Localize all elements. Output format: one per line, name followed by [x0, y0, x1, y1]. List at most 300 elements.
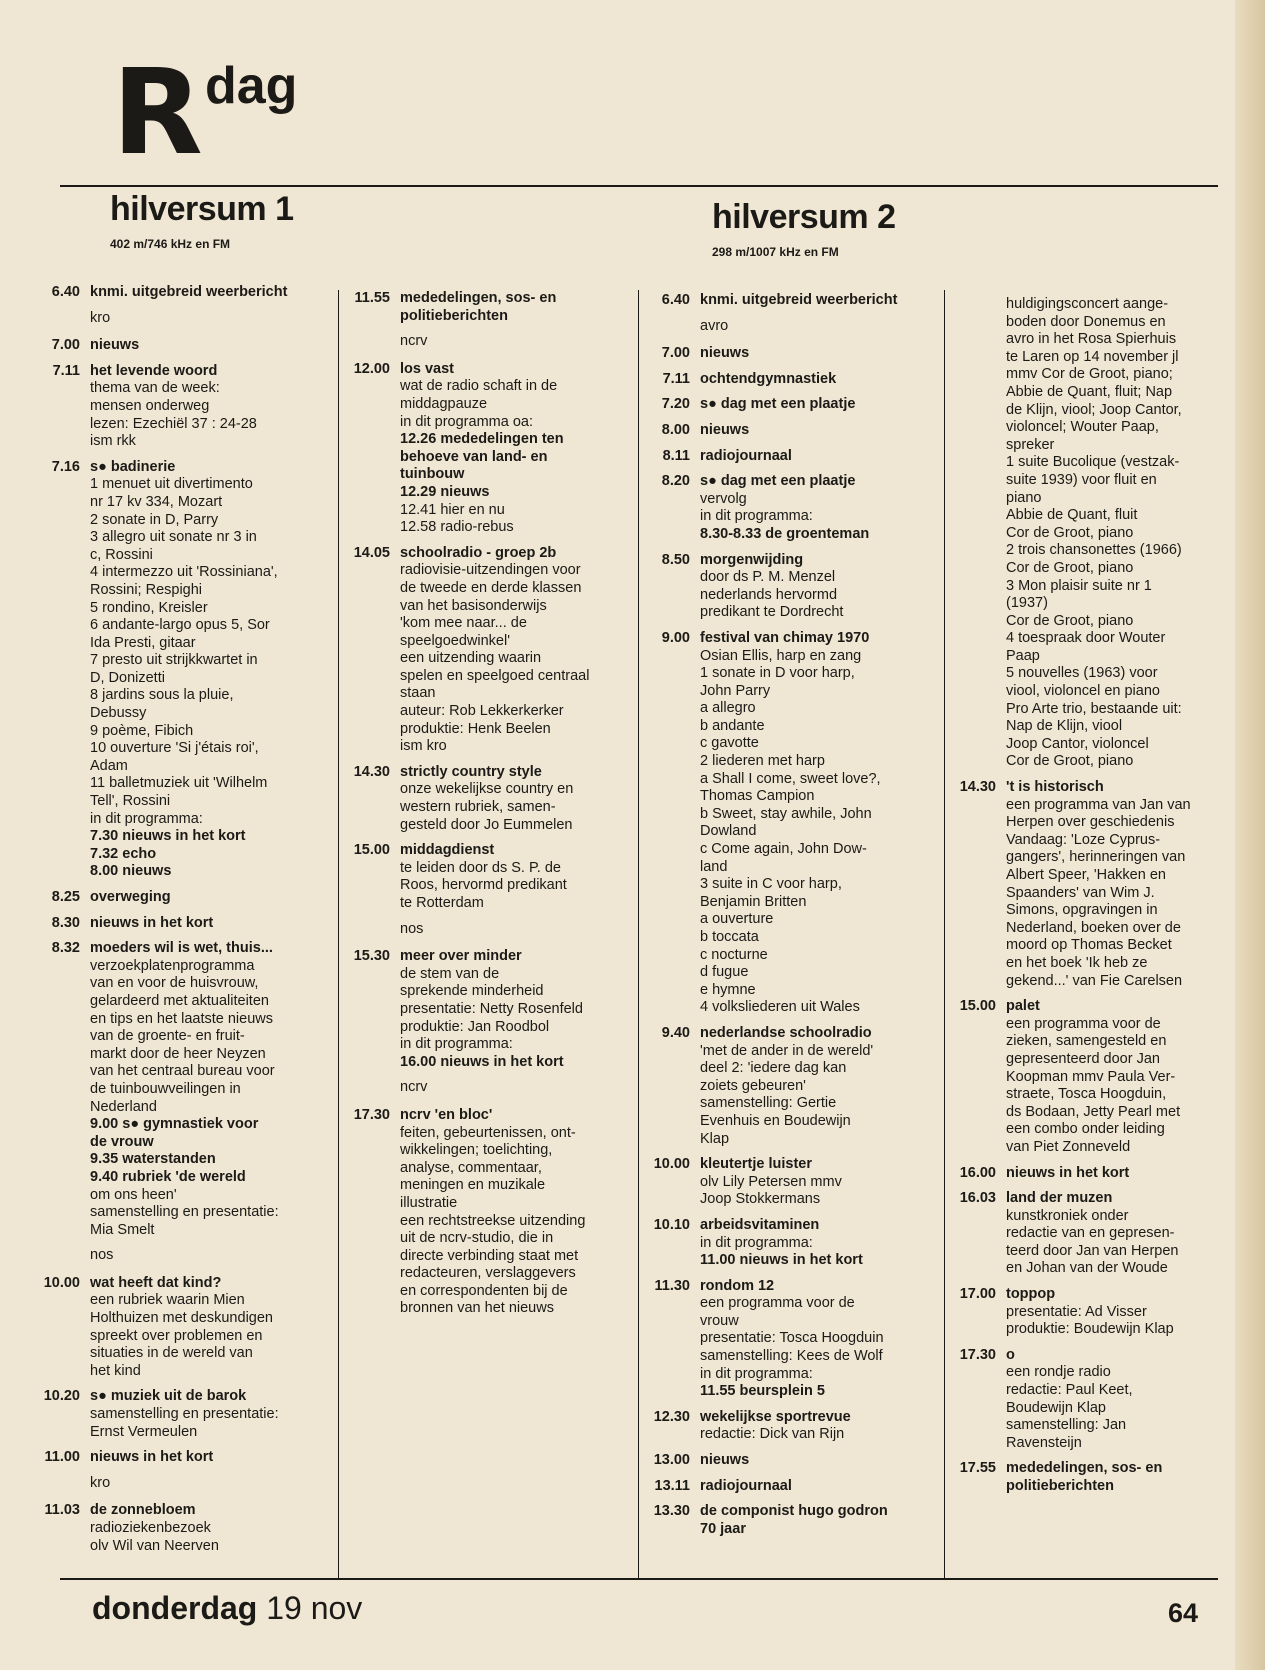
program-item [338, 361, 634, 537]
program-title: de zonnebloem [90, 1502, 196, 1519]
program-detail-line: produktie: Henk Beelen [400, 720, 551, 737]
program-time: 16.03 [959, 1190, 996, 1207]
program-detail-line: auteur: Rob Lekkerkerker [400, 703, 564, 720]
program-title: s● dag met een plaatje [700, 396, 856, 413]
program-time: 12.30 [653, 1408, 690, 1425]
program-detail-line: de tweede en derde klassen [400, 579, 582, 596]
program-time: 8.00 [661, 421, 690, 438]
program-detail-line: Osian Ellis, harp en zang [700, 647, 862, 664]
program-item [28, 337, 334, 355]
program-detail-line: Joop Cantor, violoncel [1006, 735, 1149, 752]
program-detail-line: 11 balletmuziek uit 'Wilhelm [90, 775, 268, 792]
program-item [28, 1388, 334, 1441]
program-detail-line: meningen en muzikale [400, 1177, 546, 1194]
program-detail-line: 2 trois chansonettes (1966) [1006, 542, 1182, 559]
program-detail-line: samenstelling en presentatie: [90, 1406, 279, 1423]
program-detail-line: lezen: Ezechiël 37 : 24-28 [90, 415, 257, 432]
program-detail-line: in dit programma: [700, 1365, 813, 1382]
program-time: 7.00 [661, 345, 690, 362]
program-detail-line: te Rotterdam [400, 895, 484, 911]
program-title: s● dag met een plaatje [700, 473, 856, 490]
program-detail-line: b andante [700, 717, 765, 734]
program-title: schoolradio - groep 2b [400, 544, 557, 561]
program-detail-line: van het basisonderwijs [400, 597, 547, 614]
program-title: nieuws [90, 337, 140, 354]
program-detail-line: 10 ouverture 'Si j'étais roi', [90, 740, 259, 757]
program-time: 8.11 [662, 447, 690, 464]
broadcaster-tag: kro [90, 1474, 111, 1491]
program-detail-line: avro in het Rosa Spierhuis [1006, 331, 1177, 348]
program-item [338, 948, 634, 1071]
footer-weekday: donderdag [92, 1590, 258, 1626]
broadcaster-tag: nos [400, 920, 424, 937]
program-title: mededelingen, sos- en [400, 290, 557, 306]
program-item [944, 779, 1228, 990]
program-time: 11.00 [44, 1449, 80, 1466]
program-detail-line: Herpen over geschiedenis [1006, 814, 1175, 831]
program-time: 15.00 [353, 842, 390, 859]
program-detail-line: in dit programma: [700, 508, 813, 525]
program-detail-line: mensen onderweg [90, 397, 210, 414]
program-detail-line: viool, violoncel en piano [1006, 683, 1160, 700]
program-detail-line: uit de ncrv-studio, die in [400, 1230, 554, 1247]
program-item [638, 1452, 940, 1470]
program-detail-line: in dit programma oa: [400, 413, 533, 430]
program-time: 7.20 [661, 396, 690, 413]
program-time: 7.00 [51, 337, 80, 354]
program-detail-line: en Johan van der Woude [1006, 1260, 1168, 1277]
program-detail-line: een programma van Jan van [1006, 796, 1191, 813]
program-detail-line: moord op Thomas Becket [1006, 937, 1172, 954]
program-title: knmi. uitgebreid weerbericht [700, 292, 898, 308]
program-title: s● muziek uit de barok [90, 1388, 247, 1405]
station-frequency: 298 m/1007 kHz en FM [712, 245, 839, 259]
program-detail-line: samenstelling: Gertie [700, 1095, 837, 1112]
program-title: s● badinerie [90, 458, 176, 475]
program-item [944, 296, 1228, 771]
program-detail-line: spreker [1006, 436, 1055, 453]
program-item [638, 1156, 940, 1209]
program-time: 13.00 [653, 1452, 690, 1469]
program-detail-line: ism rkk [90, 433, 136, 450]
program-detail-line: 'kom mee naar... de [400, 615, 527, 632]
program-detail-line: b toccata [700, 929, 759, 945]
logo-word: dag [205, 57, 298, 115]
program-detail-line: Ernst Vermeulen [90, 1423, 198, 1440]
program-time: 11.03 [44, 1502, 80, 1519]
program-time: 15.30 [353, 948, 390, 965]
program-detail-line: om ons heen' [90, 1186, 177, 1203]
program-title: mededelingen, sos- en [1006, 1460, 1163, 1477]
program-detail-line: nr 17 kv 334, Mozart [90, 493, 223, 510]
program-detail-line: vervolg [700, 490, 747, 507]
program-item [28, 363, 334, 451]
page-number: 64 [1168, 1598, 1199, 1628]
program-detail-line: 12.41 hier en nu [400, 501, 505, 518]
program-title: het levende woord [90, 362, 218, 379]
program-detail-line: Albert Speer, 'Hakken en [1006, 867, 1166, 883]
program-detail-line: redactie van en gepresen- [1006, 1225, 1175, 1242]
station-frequency: 402 m/746 kHz en FM [110, 237, 231, 251]
program-detail-line: een rubriek waarin Mien [90, 1292, 245, 1309]
page-edge [1235, 0, 1265, 1670]
program-detail-line: 2 sonate in D, Parry [90, 511, 219, 528]
station-name: hilversum 1 [110, 190, 294, 228]
program-detail-line: Abbie de Quant, fluit [1006, 507, 1138, 524]
program-item [338, 842, 634, 912]
program-detail-line: thema van de week: [90, 380, 220, 397]
program-title: de componist hugo godron [700, 1503, 888, 1520]
broadcaster-tag: ncrv [400, 1079, 428, 1096]
program-item [944, 1165, 1228, 1183]
program-item [28, 284, 334, 302]
program-detail-line: 8.30-8.33 de groenteman [700, 525, 870, 542]
program-detail-line: illustratie [400, 1194, 458, 1211]
program-title: rondom 12 [700, 1277, 775, 1294]
program-title: moeders wil is wet, thuis... [90, 940, 273, 957]
program-time: 17.00 [959, 1286, 996, 1303]
program-title: nieuws in het kort [90, 1449, 214, 1466]
program-detail-line: ism kro [400, 738, 447, 755]
program-detail-line: Debussy [90, 705, 147, 722]
program-detail-line: nederlands hervormd [700, 586, 838, 603]
program-detail-line: 9 poème, Fibich [90, 722, 194, 739]
program-detail-line: Evenhuis en Boudewijn [700, 1112, 851, 1129]
program-title: wekelijkse sportrevue [700, 1408, 851, 1425]
program-time: 8.32 [51, 940, 80, 957]
program-detail-line: samenstelling: Jan [1006, 1417, 1127, 1434]
program-detail-line: kunstkroniek onder [1006, 1207, 1129, 1224]
program-time: 14.30 [959, 779, 996, 796]
program-time: 11.55 [354, 290, 390, 306]
program-title: o [1006, 1346, 1015, 1363]
broadcaster-tag: nos [90, 1247, 114, 1264]
program-item [28, 915, 334, 933]
program-detail-line: en het boek 'Ik heb ze [1006, 954, 1148, 971]
program-item [28, 1502, 334, 1555]
program-detail-line: teerd door Jan van Herpen [1006, 1242, 1179, 1259]
program-item [638, 1025, 940, 1148]
program-detail-line: gelardeerd met aktualiteiten [90, 992, 269, 1009]
footer-rule [60, 1578, 1218, 1580]
program-item [638, 1217, 940, 1270]
program-detail-line: de Klijn, viool; Joop Cantor, [1006, 401, 1182, 418]
program-detail-line: 4 toespraak door Wouter [1006, 630, 1166, 647]
program-title: nederlandse schoolradio [700, 1024, 872, 1041]
program-detail-line: Dowland [700, 823, 757, 840]
program-detail-line: c, Rossini [90, 546, 153, 563]
program-detail-line: 7.32 echo [90, 845, 157, 862]
program-detail-line: Cor de Groot, piano [1006, 524, 1134, 541]
program-detail-line: 16.00 nieuws in het kort [400, 1053, 564, 1070]
program-detail-line: onze wekelijkse country en [400, 781, 574, 798]
program-detail-line: behoeve van land- en [400, 448, 548, 465]
program-detail-line: John Parry [700, 682, 771, 699]
program-item [638, 473, 940, 543]
program-detail-line: gesteld door Jo Eummelen [400, 816, 573, 833]
program-detail-line: verzoekplatenprogramma [90, 957, 255, 974]
program-time: 10.10 [653, 1216, 690, 1233]
program-time: 9.00 [661, 629, 690, 646]
program-detail-line: a allegro [700, 700, 756, 717]
program-item [28, 940, 334, 1239]
program-item [944, 1460, 1228, 1495]
program-title: 't is historisch [1006, 779, 1104, 796]
program-detail-line: het kind [90, 1362, 141, 1379]
program-column-3 [638, 292, 940, 1546]
program-detail-line: spelen en speelgoed centraal [400, 667, 590, 684]
program-detail-line: gepresenteerd door Jan [1006, 1050, 1160, 1067]
footer-day-month: 19 nov [266, 1590, 363, 1626]
program-detail-line: gangers', herinneringen van [1006, 849, 1186, 866]
program-detail-line: land [700, 858, 728, 875]
program-detail-line: 8 jardins sous la pluie, [90, 687, 234, 704]
program-time: 11.30 [654, 1277, 690, 1294]
program-time: 13.11 [654, 1477, 690, 1494]
program-time: 12.00 [353, 360, 390, 377]
program-detail-line: 'met de ander in de wereld' [700, 1042, 874, 1059]
program-detail-line: 5 rondino, Kreisler [90, 599, 208, 616]
logo-letter: R [112, 43, 199, 181]
program-time: 7.11 [52, 362, 80, 379]
program-time: 10.00 [43, 1274, 80, 1291]
program-detail-line: 12.29 nieuws [400, 483, 490, 500]
program-detail-line: presentatie: Ad Visser [1006, 1303, 1147, 1320]
program-detail-line: Koopman mmv Paula Ver- [1006, 1068, 1176, 1085]
program-detail-line: c gavotte [700, 735, 759, 752]
program-item [338, 290, 634, 325]
program-time: 15.00 [959, 998, 996, 1015]
program-time: 14.05 [353, 544, 390, 561]
program-detail-line: radiovisie-uitzendingen voor [400, 562, 581, 579]
program-detail-line: huldigingsconcert aange- [1006, 296, 1169, 312]
program-title: strictly country style [400, 763, 542, 780]
program-detail-line: Nap de Klijn, viool [1006, 718, 1123, 735]
program-detail-line: Nederland [90, 1098, 157, 1115]
program-detail-line: zieken, samengesteld en [1006, 1033, 1167, 1050]
program-detail-line: 8.00 nieuws [90, 863, 172, 880]
program-detail-line: en correspondenten bij de [400, 1282, 568, 1299]
station-name: hilversum 2 [712, 198, 896, 236]
program-item [28, 1449, 334, 1467]
program-item [944, 1286, 1228, 1339]
program-detail-line: door ds P. M. Menzel [700, 569, 836, 586]
program-detail-line: van Piet Zonneveld [1006, 1138, 1131, 1155]
broadcaster-tag: avro [700, 317, 729, 334]
program-title: radiojournaal [700, 447, 792, 464]
program-detail-line: redactie: Paul Keet, [1006, 1382, 1133, 1399]
program-detail-line: sprekende minderheid [400, 983, 544, 1000]
program-detail-line: predikant te Dordrecht [700, 604, 844, 621]
program-detail-line: en tips en het laatste nieuws [90, 1010, 273, 1027]
program-detail-line: (1937) [1006, 595, 1048, 612]
program-detail-line: presentatie: Netty Rosenfeld [400, 1000, 583, 1017]
program-time: 8.25 [51, 889, 80, 905]
program-detail-line: 1 sonate in D voor harp, [700, 665, 855, 682]
program-detail-line: politieberichten [1006, 1478, 1114, 1494]
program-time: 6.40 [661, 292, 690, 308]
program-detail-line: 3 suite in C voor harp, [700, 876, 842, 893]
program-detail-line: tuinbouw [400, 466, 465, 483]
program-detail-line: violoncel; Wouter Paap, [1006, 419, 1159, 436]
station-header-hilversum-1 [110, 190, 293, 251]
program-item [944, 1190, 1228, 1278]
program-detail-line: vrouw [700, 1312, 739, 1329]
program-title: middagdienst [400, 842, 495, 859]
program-detail-line: 9.40 rubriek 'de wereld [90, 1168, 246, 1185]
program-detail-line: feiten, gebeurtenissen, ont- [400, 1124, 576, 1141]
program-detail-line: Roos, hervormd predikant [400, 877, 567, 894]
program-time: 17.55 [959, 1460, 996, 1477]
program-title: overweging [90, 889, 171, 905]
station-header-hilversum-2 [712, 198, 895, 259]
program-detail-line: western rubriek, samen- [400, 799, 556, 816]
program-title: toppop [1006, 1286, 1056, 1303]
program-item [638, 1278, 940, 1401]
program-detail-line: de tuinbouwveilingen in [90, 1080, 241, 1097]
program-detail-line: Ida Presti, gitaar [90, 634, 196, 651]
program-detail-line: directe verbinding staat met [400, 1247, 579, 1264]
program-detail-line: samenstelling en presentatie: [90, 1204, 279, 1221]
program-item [338, 1107, 634, 1318]
program-detail-line: c nocturne [700, 946, 768, 963]
program-time: 10.20 [43, 1388, 80, 1405]
program-detail-line: een programma voor de [700, 1295, 855, 1312]
program-detail-line: een rechtstreekse uitzending [400, 1212, 586, 1229]
program-time: 10.00 [653, 1156, 690, 1173]
program-detail-line: een combo onder leiding [1006, 1121, 1165, 1138]
program-item [638, 630, 940, 1017]
program-detail-line: wat de radio schaft in de [400, 378, 558, 395]
program-detail-line: 4 volksliederen uit Wales [700, 999, 860, 1016]
program-detail-line: Tell', Rossini [90, 793, 171, 810]
program-item [944, 998, 1228, 1156]
program-detail-line: zoiets gebeuren' [700, 1077, 806, 1094]
broadcaster-tag: ncrv [400, 333, 428, 350]
program-title: ncrv 'en bloc' [400, 1106, 493, 1123]
program-detail-line: spreekt over problemen en [90, 1327, 263, 1344]
program-time: 9.40 [661, 1024, 690, 1041]
program-detail-line: 4 intermezzo uit 'Rossiniana', [90, 564, 278, 581]
program-detail-line: samenstelling: Kees de Wolf [700, 1348, 883, 1365]
program-detail-line: de vrouw [90, 1133, 154, 1150]
program-detail-line: deel 2: 'iedere dag kan [700, 1060, 847, 1077]
program-detail-line: staan [400, 685, 436, 702]
program-detail-line: van de groente- en fruit- [90, 1028, 245, 1045]
program-item [944, 1347, 1228, 1453]
program-detail-line: Cor de Groot, piano [1006, 559, 1134, 576]
program-detail-line: mmv Cor de Groot, piano; [1006, 366, 1173, 383]
program-detail-line: te Laren op 14 november jl [1006, 348, 1179, 365]
program-detail-line: 70 jaar [700, 1520, 746, 1537]
header-rule [60, 185, 1218, 187]
program-detail-line: middagpauze [400, 395, 488, 412]
program-detail-line: Joop Stokkermans [700, 1191, 821, 1208]
footer-date [92, 1590, 362, 1627]
program-item [638, 371, 940, 389]
program-item [638, 292, 940, 310]
program-time: 16.00 [959, 1164, 996, 1181]
program-time: 13.30 [653, 1503, 690, 1520]
program-detail-line: b Sweet, stay awhile, John [700, 805, 872, 822]
program-detail-line: 5 nouvelles (1963) voor [1006, 665, 1158, 682]
program-detail-line: radioziekenbezoek [90, 1520, 211, 1536]
program-title: meer over minder [400, 948, 522, 965]
program-detail-line: gekend...' van Fie Carelsen [1006, 972, 1183, 989]
program-detail-line: wikkelingen; toelichting, [400, 1142, 553, 1159]
rdag-logo [112, 43, 298, 181]
program-title: ochtendgymnastiek [700, 370, 837, 387]
program-detail-line: olv Lily Petersen mmv [700, 1173, 842, 1190]
program-detail-line: olv Wil van Neerven [90, 1537, 219, 1554]
program-time: 6.40 [51, 284, 80, 300]
program-detail-line: een programma voor de [1006, 1015, 1161, 1032]
program-title: los vast [400, 360, 454, 377]
program-detail-line: een rondje radio [1006, 1364, 1111, 1381]
program-detail-line: analyse, commentaar, [400, 1159, 542, 1176]
program-detail-line: a ouverture [700, 911, 774, 928]
program-item [638, 448, 940, 466]
program-title: nieuws in het kort [1006, 1164, 1130, 1181]
program-title: nieuws in het kort [90, 914, 214, 931]
program-detail-line: redacteuren, verslaggevers [400, 1265, 576, 1282]
program-title: nieuws [700, 1452, 750, 1469]
program-detail-line: 7 presto uit strijkkwartet in [90, 652, 258, 669]
program-time: 8.30 [51, 914, 80, 931]
program-item [638, 1503, 940, 1538]
program-detail-line: a Shall I come, sweet love?, [700, 770, 881, 787]
program-detail-line: Mia Smelt [90, 1221, 155, 1238]
program-detail-line: markt door de heer Neyzen [90, 1045, 266, 1062]
program-title: land der muzen [1006, 1190, 1113, 1207]
program-item [338, 764, 634, 834]
program-title: festival van chimay 1970 [700, 629, 870, 646]
program-title: morgenwijding [700, 551, 804, 568]
program-detail-line: Vandaag: 'Loze Cyprus- [1006, 831, 1161, 848]
program-title: knmi. uitgebreid weerbericht [90, 284, 288, 300]
program-detail-line: in dit programma: [400, 1036, 513, 1053]
program-detail-line: van en voor de huisvrouw, [90, 975, 259, 992]
program-time: 7.16 [51, 458, 80, 475]
program-detail-line: Klap [700, 1130, 730, 1147]
program-time: 8.20 [661, 473, 690, 490]
program-detail-line: redactie: Dick van Rijn [700, 1426, 845, 1443]
program-detail-line: Abbie de Quant, fluit; Nap [1006, 383, 1173, 400]
program-detail-line: 2 liederen met harp [700, 753, 825, 770]
program-detail-line: Cor de Groot, piano [1006, 612, 1134, 629]
program-detail-line: D, Donizetti [90, 669, 165, 686]
program-detail-line: produktie: Jan Roodbol [400, 1018, 550, 1035]
program-detail-line: politieberichten [400, 307, 508, 324]
program-detail-line: 3 Mon plaisir suite nr 1 [1006, 577, 1152, 594]
program-detail-line: Boudewijn Klap [1006, 1399, 1106, 1416]
program-detail-line: Ravensteijn [1006, 1434, 1082, 1451]
program-detail-line: Pro Arte trio, bestaande uit: [1006, 700, 1182, 717]
program-detail-line: Thomas Campion [700, 788, 815, 805]
program-title: kleutertje luister [700, 1156, 813, 1173]
program-item [28, 459, 334, 881]
program-detail-line: 7.30 nieuws in het kort [90, 828, 246, 845]
program-detail-line: suite 1939) voor fluit en [1006, 471, 1157, 488]
program-detail-line: Nederland, boeken over de [1006, 919, 1181, 936]
program-title: nieuws [700, 345, 750, 362]
program-time: 7.11 [662, 370, 690, 387]
program-detail-line: te leiden door ds S. P. de [400, 859, 561, 876]
program-column-1 [28, 284, 334, 1563]
program-time: 17.30 [353, 1106, 390, 1123]
program-title: radiojournaal [700, 1477, 792, 1494]
program-detail-line: Adam [90, 757, 128, 774]
